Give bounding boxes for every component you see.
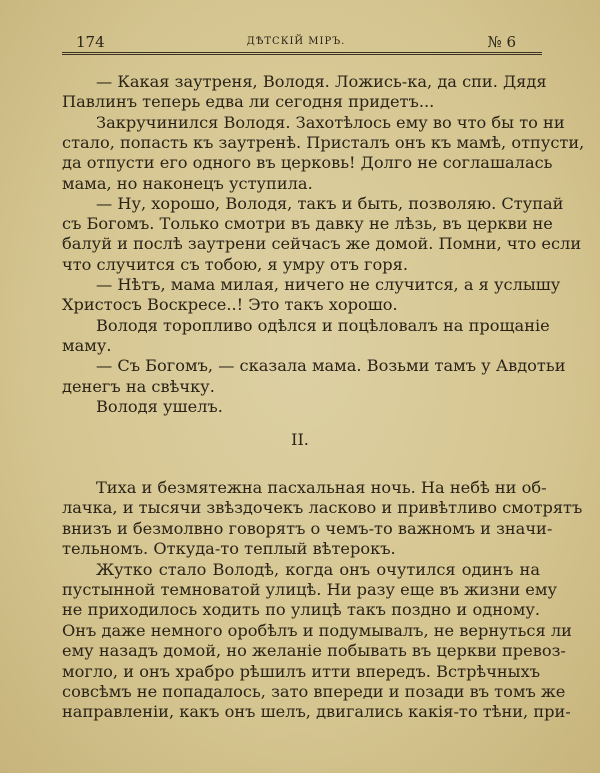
issue-number: № 6 [487, 33, 516, 51]
text-line: могло, и онъ храбро рѣшилъ итти впередъ. Встрѣчныхъ [62, 661, 540, 681]
text-line: ему назадъ домой, но желаніе побывать въ церкви превоз- [62, 641, 566, 661]
text-line: съ Богомъ. Только смотри въ давку не лѣзь, въ церкви не [62, 214, 553, 234]
text-line: Павлинъ теперь едва ли сегодня придетъ... [62, 92, 435, 112]
text-line: Володя ушелъ. [96, 396, 223, 416]
text-line: — Ну, хорошо, Володя, такъ и быть, позволяю. Ступай [96, 193, 564, 213]
text-line: маму. [62, 335, 112, 355]
text-line: Закручинился Володя. Захотѣлось ему во что бы то ни [96, 112, 565, 132]
page-number: 174 [76, 33, 105, 51]
running-header [76, 33, 516, 53]
text-line: — Съ Богомъ, — сказала мама. Возьми тамъ у Авдотьи [96, 356, 566, 376]
text-line: балуй и послѣ заутрени сейчасъ же домой. Помни, что если [62, 234, 582, 254]
text-line: пустынной темноватой улицѣ. Ни разу еще въ жизни ему [62, 580, 557, 599]
text-line: лачка, и тысячи звѣздочекъ ласково и привѣтливо смотрятъ [62, 498, 583, 518]
text-line: Жутко стало Володѣ, когда онъ очутился одинъ на [96, 559, 540, 579]
text-line: внизъ и безмолвно говорятъ о чемъ-то важномъ и значи- [62, 518, 553, 538]
text-line: совсѣмъ не попадалось, зато впереди и позади въ томъ же [62, 682, 566, 701]
text-line: — Нѣтъ, мама милая, ничего не случится, а я услышу [96, 275, 561, 294]
text-line: Христосъ Воскресе..! Это такъ хорошо. [62, 295, 398, 315]
text-line: Володя торопливо одѣлся и поцѣловалъ на прощаніе [96, 315, 550, 335]
text-line: что случится съ тобою, я умру отъ горя. [62, 254, 408, 274]
text-line: Онъ даже немного оробѣлъ и подумывалъ, не вернуться ли [62, 620, 572, 640]
text-line: не приходилось ходить по улицѣ такъ поздно и одному. [62, 600, 540, 620]
text-line: — Какая заутреня, Володя. Ложись-ка, да спи. Дядя [96, 72, 547, 91]
journal-title: ДѢТСКІЙ МІРЪ. [246, 36, 346, 47]
text-line: мама, но наконецъ уступила. [62, 173, 313, 193]
text-line: денегъ на свѣчку. [62, 376, 215, 396]
text-line: Тиха и безмятежна пасхальная ночь. На небѣ ни об- [96, 478, 547, 497]
text-line: да отпусти его одного въ церковь! Долго не соглашалась [62, 153, 553, 173]
text-line: стало, попасть къ заутренѣ. Присталъ онъ къ мамѣ, отпусти, [62, 132, 585, 152]
header-rule [62, 52, 542, 55]
text-line: направленіи, какъ онъ шелъ, двигались какія-то тѣни, при- [62, 702, 571, 722]
section-heading: II. [291, 430, 309, 449]
text-line: тельномъ. Откуда-то теплый вѣтерокъ. [62, 539, 396, 559]
